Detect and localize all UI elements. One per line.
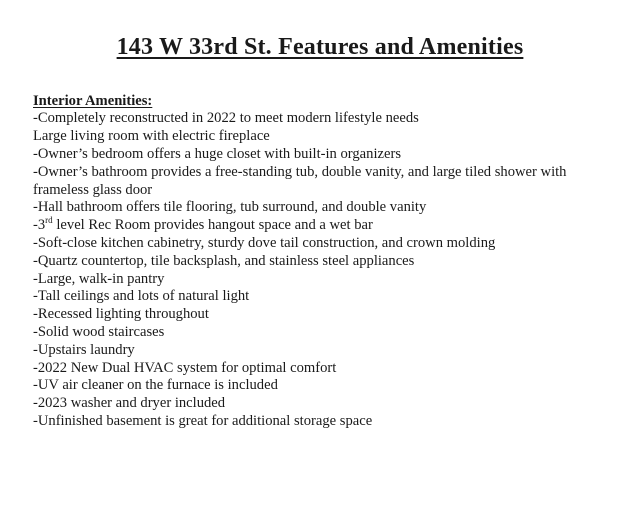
section-heading: Interior Amenities:	[33, 92, 153, 109]
amenity-line: -Owner’s bathroom provides a free-standing tub, double vanity, and large tiled shower with frameless glass door	[33, 163, 567, 198]
amenity-line: -Completely reconstructed in 2022 to meet modern lifestyle needs	[33, 110, 419, 127]
amenities-list	[33, 110, 620, 430]
amenity-line: -Large, walk-in pantry	[33, 270, 165, 287]
amenity-line: -Recessed lighting throughout	[33, 306, 209, 323]
amenity-line: Large living room with electric fireplace	[33, 128, 270, 145]
document-body	[33, 93, 620, 431]
amenity-line: -Owner’s bedroom offers a huge closet with built-in organizers	[33, 145, 401, 162]
amenity-line: -Soft-close kitchen cabinetry, sturdy dove tail construction, and crown molding	[33, 234, 496, 251]
amenity-line: -3rd level Rec Room provides hangout space and a wet bar	[33, 215, 373, 234]
amenity-line: -Unfinished basement is great for additional storage space	[33, 412, 373, 429]
amenity-line: -Quartz countertop, tile backsplash, and stainless steel appliances	[33, 252, 415, 269]
amenity-line: -Hall bathroom offers tile flooring, tub surround, and double vanity	[33, 199, 427, 216]
page-title: 143 W 33rd St. Features and Amenities	[116, 34, 524, 60]
amenity-line: -2022 New Dual HVAC system for optimal comfort	[33, 359, 337, 376]
amenity-line: -Tall ceilings and lots of natural light	[33, 288, 250, 305]
amenity-line: -Solid wood staircases	[33, 323, 165, 340]
amenity-line: -UV air cleaner on the furnace is included	[33, 377, 278, 394]
amenity-line: -2023 washer and dryer included	[33, 395, 226, 412]
amenity-line: -Upstairs laundry	[33, 341, 135, 358]
document-page	[0, 34, 640, 511]
